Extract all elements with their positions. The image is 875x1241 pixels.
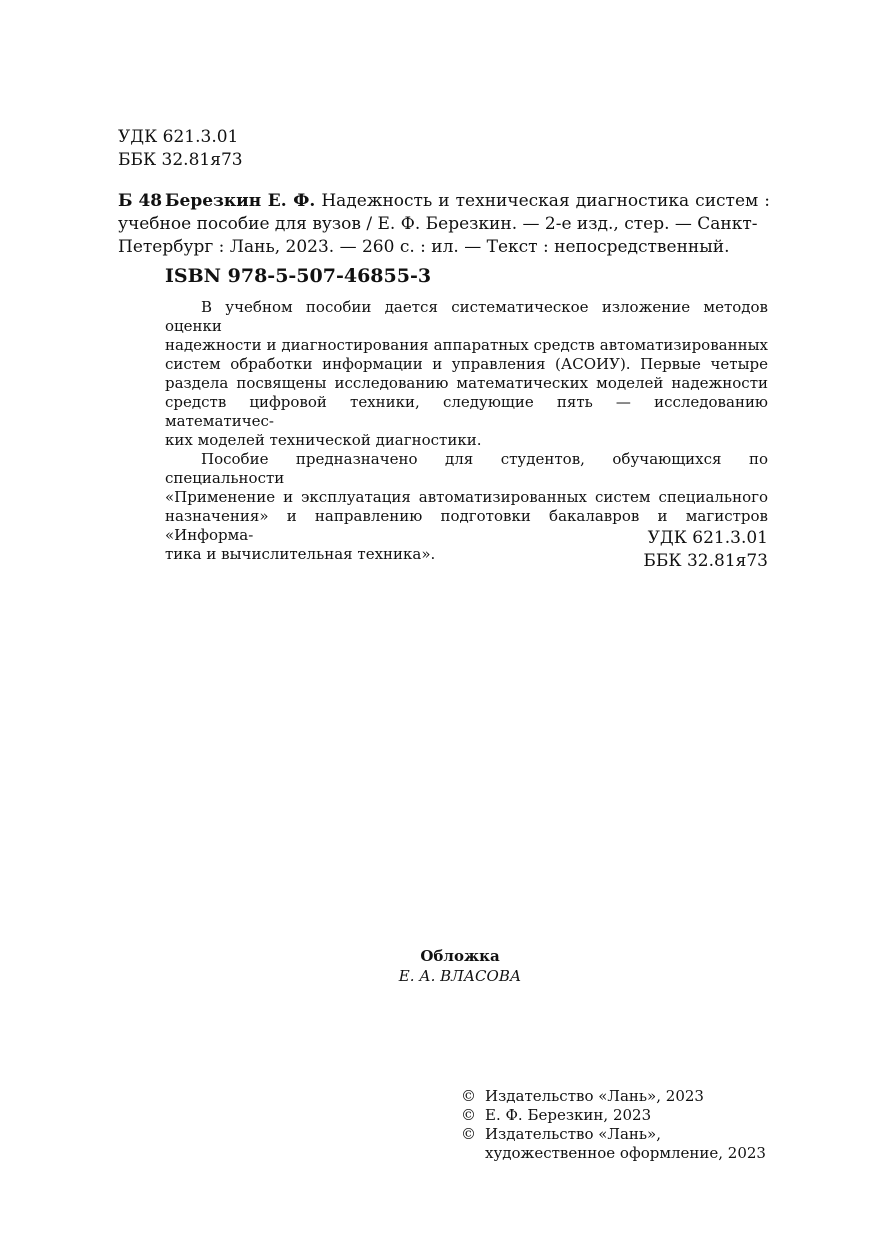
copyright-line <box>461 1125 766 1144</box>
udk-bbk-bottom <box>560 527 768 573</box>
author-name: Березкин Е. Ф. <box>165 191 316 211</box>
copyright-line <box>461 1087 766 1106</box>
annotation-line: средств цифровой техники, следующие пять — исследованию математичес- <box>165 393 768 430</box>
annotation-line: раздела посвящены исследованию математических моделей надежности <box>165 374 768 392</box>
isbn: ISBN 978-5-507-46855-3 <box>165 265 432 287</box>
udk-code-top: УДК 621.3.01 <box>118 127 239 147</box>
annotation-line: «Применение и эксплуатация автоматизированных систем специального <box>165 488 768 506</box>
copyright-line-continued <box>461 1144 766 1163</box>
bbk-code-top: ББК 32.81я73 <box>118 150 243 170</box>
copyright-text: Е. Ф. Березкин, 2023 <box>485 1106 652 1124</box>
annotation-line: тика и вычислительная техника». <box>165 545 436 563</box>
cover-heading: Обложка <box>420 947 500 965</box>
annotation-line: систем обработки информации и управления (АСОИУ). Первые четыре <box>165 355 768 373</box>
title-text: Надежность и техническая диагностика систем : <box>321 191 771 211</box>
annotation-paragraph-1 <box>165 298 768 450</box>
annotation-line: В учебном пособии дается систематическое изложение методов оценки <box>165 298 768 335</box>
author-mark: Б 48 <box>118 191 163 211</box>
udk-code-bottom: УДК 621.3.01 <box>647 528 768 548</box>
annotation-line: ких моделей технической диагностики. <box>165 431 482 449</box>
cover-designer: Е. А. ВЛАСОВА <box>398 967 522 985</box>
udk-bbk-top <box>118 126 243 172</box>
copyright-text: художественное оформление, 2023 <box>485 1144 766 1162</box>
copyright-text: Издательство «Лань», 2023 <box>485 1087 704 1105</box>
cover-credit <box>330 946 590 986</box>
annotation-line: надежности и диагностирования аппаратных средств автоматизированных <box>165 336 768 354</box>
bbk-code-bottom: ББК 32.81я73 <box>643 551 768 571</box>
annotation <box>165 298 768 564</box>
bib-line-3: Петербург : Лань, 2023. — 260 с. : ил. — Текст : непосредственный. <box>118 237 730 257</box>
copyright-icon: © <box>461 1125 476 1143</box>
bib-line-2: учебное пособие для вузов / Е. Ф. Березкин. — 2-е изд., стер. — Санкт- <box>118 214 758 234</box>
bib-line-1 <box>165 190 770 213</box>
copyright-text: Издательство «Лань», <box>485 1125 662 1143</box>
copyright-block <box>461 1087 766 1163</box>
annotation-line: назначения» и направлению подготовки бакалавров и магистров «Информа- <box>165 507 768 544</box>
copyright-line <box>461 1106 766 1125</box>
copyright-icon: © <box>461 1087 476 1105</box>
copyright-icon: © <box>461 1106 476 1124</box>
annotation-line: Пособие предназначено для студентов, обучающихся по специальности <box>165 450 768 487</box>
